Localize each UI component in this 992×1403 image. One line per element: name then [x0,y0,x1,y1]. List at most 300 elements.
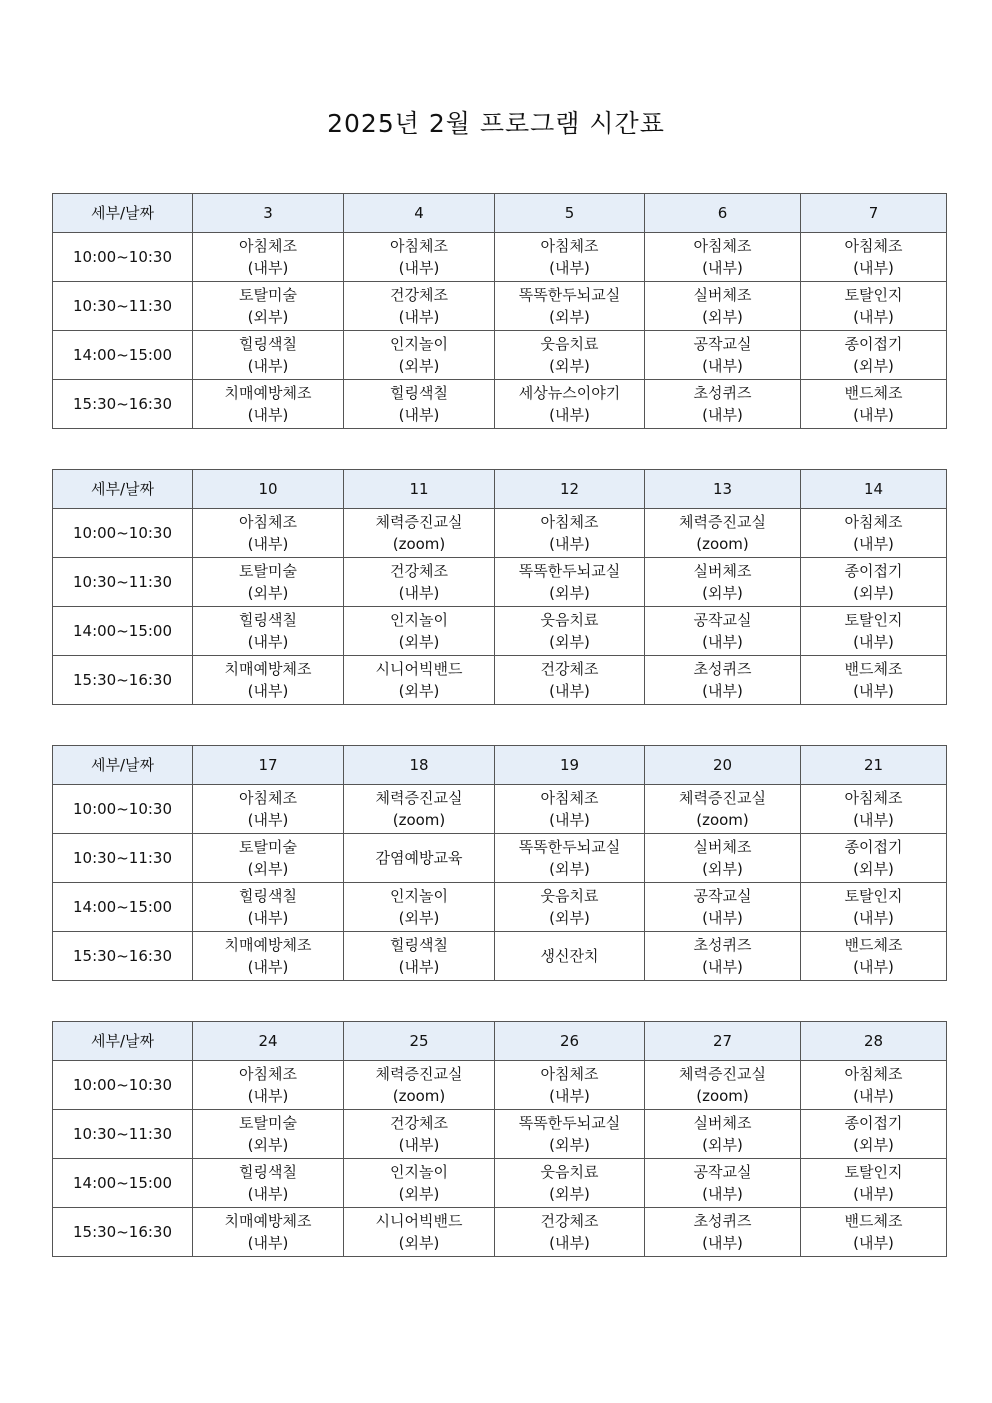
program-cell [495,1110,645,1159]
program-name: 웃음치료 [540,887,599,905]
program-cell [344,932,495,981]
program-type: (외부) [702,1136,743,1154]
program-name: 시니어빅밴드 [375,1212,463,1230]
program-type: (내부) [702,1234,743,1252]
page-title: 2025년 2월 프로그램 시간표 [327,109,665,138]
program-name: 밴드체조 [844,936,903,954]
program-type: (외부) [549,357,590,375]
program-cell [193,331,344,380]
program-cell [495,883,645,932]
table-row [53,1208,947,1257]
program-type: (내부) [247,1087,289,1105]
program-type: (내부) [247,1234,289,1252]
program-name: 밴드체조 [844,384,903,402]
program-type: (내부) [702,958,743,976]
date-header-cell: 21 [801,746,947,785]
program-name: 건강체조 [390,286,448,304]
time-slot-cell: 10:00~10:30 [53,233,193,282]
program-name: 체력증진교실 [375,789,463,807]
program-cell [193,233,344,282]
program-cell [193,509,344,558]
header-row [53,194,947,233]
program-type: (외부) [398,633,440,651]
program-cell [193,656,344,705]
program-type: (내부) [702,1185,743,1203]
date-header-cell: 6 [645,194,801,233]
program-cell [645,834,801,883]
program-type: (외부) [702,308,743,326]
program-cell [344,1061,495,1110]
program-name: 힐링색칠 [239,887,297,905]
program-cell [495,233,645,282]
program-cell [645,233,801,282]
date-header-cell: 13 [645,470,801,509]
program-name: 똑똑한두뇌교실 [518,838,621,856]
table-row [53,233,947,282]
program-cell [495,1061,645,1110]
program-type: (내부) [702,633,743,651]
program-type: (내부) [853,909,894,927]
date-header-cell: 24 [193,1022,344,1061]
time-slot-cell: 14:00~15:00 [53,1159,193,1208]
program-type: (내부) [702,357,743,375]
program-cell [645,1159,801,1208]
program-cell [495,509,645,558]
program-name: 치매예방체조 [224,384,312,402]
table-row [53,1110,947,1159]
program-cell [645,932,801,981]
program-cell [645,883,801,932]
program-cell [193,785,344,834]
program-type: (외부) [549,584,590,602]
time-slot-cell: 15:30~16:30 [53,656,193,705]
program-type: (내부) [853,535,894,553]
program-type: (내부) [549,1087,590,1105]
program-cell [344,834,495,883]
program-name: 똑똑한두뇌교실 [518,562,621,580]
program-name: 아침체조 [844,237,903,255]
program-cell [495,932,645,981]
program-type: (외부) [398,682,440,700]
program-name: 종이접기 [844,1114,903,1132]
program-type: (내부) [398,584,440,602]
program-name: 종이접기 [844,562,903,580]
program-type: (내부) [853,958,894,976]
program-name: 아침체조 [239,1065,297,1083]
time-slot-cell: 10:30~11:30 [53,558,193,607]
program-type: (내부) [247,811,289,829]
program-name: 아침체조 [390,237,448,255]
header-row [53,746,947,785]
program-name: 공작교실 [693,1163,752,1181]
time-slot-cell: 10:30~11:30 [53,1110,193,1159]
program-name: 힐링색칠 [239,1163,297,1181]
program-type: (외부) [398,357,440,375]
time-slot-cell: 15:30~16:30 [53,1208,193,1257]
program-name: 아침체조 [540,1065,599,1083]
program-type: (zoom) [696,811,749,829]
program-name: 토탈인지 [844,1163,903,1181]
header-corner-cell: 세부/날짜 [53,1022,193,1061]
program-cell [495,380,645,429]
program-type: (내부) [247,633,289,651]
program-name: 체력증진교실 [679,513,766,531]
program-cell [193,1061,344,1110]
program-name: 종이접기 [844,838,903,856]
program-name: 종이접기 [844,335,903,353]
table-row [53,932,947,981]
program-name: 생신잔치 [540,947,599,965]
program-cell [344,1110,495,1159]
program-name: 실버체조 [693,286,752,304]
program-name: 초성퀴즈 [693,384,752,402]
program-cell [801,233,947,282]
date-header-cell: 7 [801,194,947,233]
program-name: 인지놀이 [390,611,448,629]
program-name: 공작교실 [693,887,752,905]
table-row [53,1061,947,1110]
program-name: 아침체조 [844,1065,903,1083]
header-row [53,470,947,509]
program-cell [645,1061,801,1110]
date-header-cell: 3 [193,194,344,233]
program-name: 인지놀이 [390,1163,448,1181]
program-type: (내부) [247,535,289,553]
program-type: (외부) [398,1234,440,1252]
program-name: 아침체조 [540,513,599,531]
program-name: 토탈인지 [844,887,903,905]
program-type: (내부) [702,406,743,424]
program-cell [801,509,947,558]
program-name: 토탈인지 [844,611,903,629]
program-name: 건강체조 [540,660,599,678]
program-name: 치매예방체조 [224,936,312,954]
program-type: (내부) [549,535,590,553]
date-header-cell: 11 [344,470,495,509]
table-row [53,834,947,883]
program-type: (내부) [853,406,894,424]
program-name: 감염예방교육 [375,849,463,867]
time-slot-cell: 14:00~15:00 [53,331,193,380]
program-name: 토탈인지 [844,286,903,304]
program-type: (내부) [853,1185,894,1203]
program-cell [193,834,344,883]
program-type: (내부) [247,357,289,375]
program-cell [193,1159,344,1208]
program-cell [801,1061,947,1110]
table-row [53,607,947,656]
table-row [53,558,947,607]
program-cell [344,1208,495,1257]
date-header-cell: 28 [801,1022,947,1061]
program-type: (zoom) [696,1087,749,1105]
program-name: 토탈미술 [239,838,297,856]
program-type: (외부) [853,357,894,375]
program-name: 인지놀이 [390,335,448,353]
program-type: (외부) [247,860,289,878]
program-type: (내부) [549,259,590,277]
program-type: (외부) [702,584,743,602]
program-cell [801,883,947,932]
program-cell [495,558,645,607]
program-name: 똑똑한두뇌교실 [518,1114,621,1132]
program-name: 건강체조 [390,1114,448,1132]
program-type: (내부) [247,682,289,700]
program-type: (내부) [398,259,440,277]
program-name: 힐링색칠 [239,335,297,353]
program-cell [801,1159,947,1208]
program-cell [344,1159,495,1208]
program-name: 세상뉴스이야기 [518,384,621,402]
program-cell [193,1208,344,1257]
table-row [53,656,947,705]
program-name: 공작교실 [693,611,752,629]
program-name: 아침체조 [239,789,297,807]
time-slot-cell: 10:00~10:30 [53,1061,193,1110]
schedule-table-week-1 [52,193,947,429]
date-header-cell: 18 [344,746,495,785]
program-cell [495,656,645,705]
program-name: 아침체조 [540,789,599,807]
program-name: 초성퀴즈 [693,660,752,678]
program-name: 공작교실 [693,335,752,353]
program-cell [495,1208,645,1257]
program-cell [344,656,495,705]
program-name: 아침체조 [540,237,599,255]
program-name: 밴드체조 [844,1212,903,1230]
program-type: (zoom) [392,535,446,553]
date-header-cell: 27 [645,1022,801,1061]
program-name: 밴드체조 [844,660,903,678]
program-cell [645,1208,801,1257]
program-name: 치매예방체조 [224,660,312,678]
program-type: (외부) [549,633,590,651]
time-slot-cell: 10:30~11:30 [53,282,193,331]
program-name: 토탈미술 [239,286,297,304]
program-name: 체력증진교실 [375,513,463,531]
program-cell [645,558,801,607]
program-cell [801,785,947,834]
program-type: (외부) [398,1185,440,1203]
program-cell [344,233,495,282]
time-slot-cell: 15:30~16:30 [53,932,193,981]
program-cell [495,834,645,883]
header-row [53,1022,947,1061]
program-type: (내부) [247,259,289,277]
program-name: 실버체조 [693,838,752,856]
program-cell [344,883,495,932]
date-header-cell: 12 [495,470,645,509]
program-type: (내부) [853,633,894,651]
program-cell [344,607,495,656]
program-name: 초성퀴즈 [693,936,752,954]
program-cell [344,331,495,380]
program-cell [344,509,495,558]
program-cell [801,1208,947,1257]
program-name: 아침체조 [239,513,297,531]
program-type: (내부) [549,682,590,700]
program-name: 치매예방체조 [224,1212,312,1230]
program-type: (내부) [853,1234,894,1252]
program-cell [645,282,801,331]
program-cell [495,607,645,656]
program-name: 아침체조 [239,237,297,255]
program-type: (내부) [853,308,894,326]
schedule-table-week-4 [52,1021,947,1257]
time-slot-cell: 10:00~10:30 [53,785,193,834]
program-cell [193,607,344,656]
time-slot-cell: 10:30~11:30 [53,834,193,883]
program-name: 힐링색칠 [390,384,448,402]
program-name: 체력증진교실 [375,1065,463,1083]
program-type: (외부) [549,909,590,927]
header-corner-cell: 세부/날짜 [53,194,193,233]
program-cell [801,607,947,656]
table-row [53,509,947,558]
program-type: (외부) [549,308,590,326]
date-header-cell: 10 [193,470,344,509]
program-cell [344,380,495,429]
program-type: (내부) [549,811,590,829]
date-header-cell: 5 [495,194,645,233]
program-cell [645,785,801,834]
program-type: (내부) [853,811,894,829]
program-cell [645,656,801,705]
program-cell [193,558,344,607]
schedule-table-week-2 [52,469,947,705]
program-type: (내부) [398,1136,440,1154]
program-cell [801,558,947,607]
program-cell [801,380,947,429]
program-cell [193,1110,344,1159]
program-cell [801,1110,947,1159]
time-slot-cell: 14:00~15:00 [53,883,193,932]
program-name: 똑똑한두뇌교실 [518,286,621,304]
program-type: (내부) [702,909,743,927]
program-name: 실버체조 [693,562,752,580]
program-type: (내부) [853,259,894,277]
date-header-cell: 26 [495,1022,645,1061]
program-name: 아침체조 [844,513,903,531]
program-cell [801,656,947,705]
program-type: (내부) [702,259,743,277]
program-type: (내부) [549,406,590,424]
program-type: (zoom) [392,1087,446,1105]
program-type: (외부) [549,860,590,878]
program-type: (내부) [853,1087,894,1105]
program-type: (내부) [398,308,440,326]
program-name: 아침체조 [844,789,903,807]
program-type: (내부) [853,682,894,700]
program-type: (내부) [247,958,289,976]
program-cell [193,883,344,932]
table-row [53,380,947,429]
program-type: (외부) [247,1136,289,1154]
program-cell [801,282,947,331]
program-type: (외부) [247,308,289,326]
table-row [53,883,947,932]
program-cell [193,282,344,331]
program-type: (내부) [549,1234,590,1252]
time-slot-cell: 14:00~15:00 [53,607,193,656]
program-cell [645,1110,801,1159]
program-cell [645,331,801,380]
date-header-cell: 14 [801,470,947,509]
program-cell [344,785,495,834]
program-cell [495,331,645,380]
program-name: 건강체조 [540,1212,599,1230]
table-row [53,1159,947,1208]
program-name: 웃음치료 [540,1163,599,1181]
program-cell [801,834,947,883]
program-cell [645,607,801,656]
program-name: 웃음치료 [540,335,599,353]
program-cell [344,558,495,607]
program-name: 아침체조 [693,237,752,255]
program-cell [193,380,344,429]
date-header-cell: 4 [344,194,495,233]
date-header-cell: 20 [645,746,801,785]
program-name: 힐링색칠 [239,611,297,629]
program-type: (외부) [549,1136,590,1154]
program-name: 체력증진교실 [679,789,766,807]
program-type: (외부) [247,584,289,602]
program-type: (내부) [247,1185,289,1203]
program-type: (외부) [853,584,894,602]
program-name: 토탈미술 [239,1114,297,1132]
program-type: (zoom) [392,811,446,829]
program-name: 인지놀이 [390,887,448,905]
table-row [53,785,947,834]
program-type: (외부) [702,860,743,878]
program-type: (외부) [549,1185,590,1203]
schedule-table-week-3 [52,745,947,981]
date-header-cell: 17 [193,746,344,785]
table-row [53,282,947,331]
program-type: (zoom) [696,535,749,553]
time-slot-cell: 15:30~16:30 [53,380,193,429]
program-type: (외부) [398,909,440,927]
program-type: (내부) [247,406,289,424]
program-type: (내부) [398,958,440,976]
program-name: 초성퀴즈 [693,1212,752,1230]
program-name: 실버체조 [693,1114,752,1132]
program-type: (내부) [247,909,289,927]
table-row [53,331,947,380]
header-corner-cell: 세부/날짜 [53,470,193,509]
program-cell [645,509,801,558]
program-name: 웃음치료 [540,611,599,629]
program-cell [495,282,645,331]
program-cell [344,282,495,331]
program-cell [495,1159,645,1208]
date-header-cell: 25 [344,1022,495,1061]
program-cell [801,932,947,981]
program-type: (내부) [398,406,440,424]
program-name: 체력증진교실 [679,1065,766,1083]
date-header-cell: 19 [495,746,645,785]
program-cell [495,785,645,834]
program-name: 시니어빅밴드 [375,660,463,678]
program-type: (내부) [702,682,743,700]
program-name: 토탈미술 [239,562,297,580]
program-type: (외부) [853,1136,894,1154]
program-name: 힐링색칠 [390,936,448,954]
program-cell [801,331,947,380]
program-cell [645,380,801,429]
program-name: 건강체조 [390,562,448,580]
program-type: (외부) [853,860,894,878]
